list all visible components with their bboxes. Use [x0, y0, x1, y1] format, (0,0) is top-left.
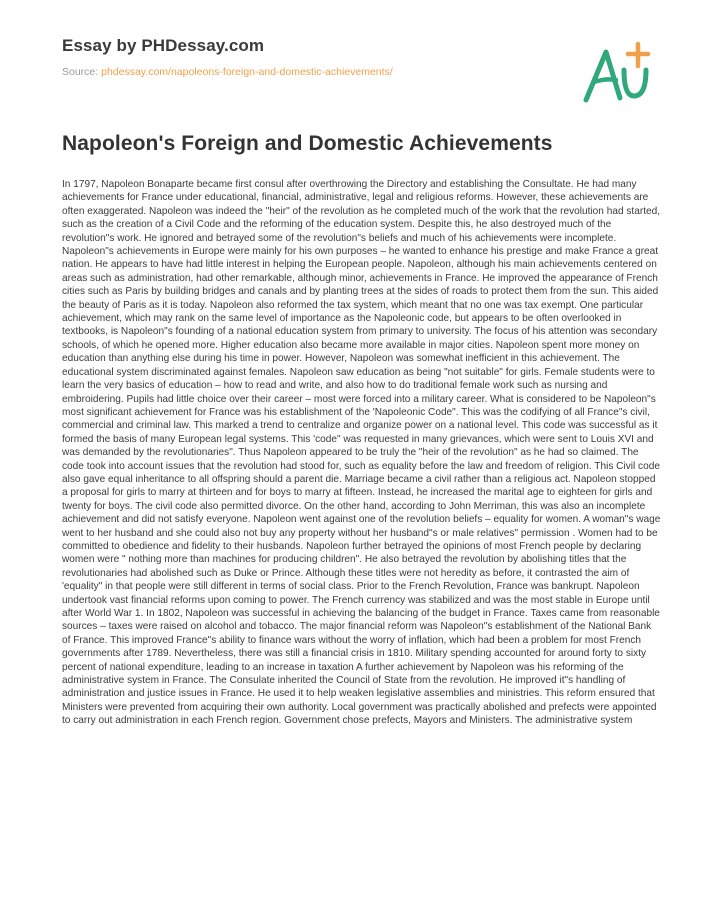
essay-body: In 1797, Napoleon Bonaparte became first consul after overthrowing the Directory and establishing the Consultate. He had many achievements for France under educational, financial, administrative, legal and religious reforms. However, these achievements are often exaggerated. Napoleon was indeed the "heir" of the revolution as he completed much of the work that the revolution had started, such as the creation of a Civil Code and the reforming of the education system. Despite this, he also destroyed much of the revolution"s work. He ignored and betrayed some of the revolution"s beliefs and much of his achievements were incomplete. Napoleon"s achievements in Europe were mainly for his own purposes – he wanted to enhance his prestige and make France a great nation. He appears to have had little interest in helping the European people. Napoleon, although his main achievements centered on areas such as administration, had other remarkable, although minor, achievements in France. He improved the appearance of French cities such as Paris by building bridges and canals and by planting trees at the sides of roads to protect them from the sun. This aided the beauty of Paris as it is today. Napoleon also reformed the tax system, which meant that no one was tax exempt. One particular achievement, which may rank on the same level of importance as the Napoleonic code, but appears to be often overlooked in textbooks, is Napoleon"s founding of a national education system from primary to university. The focus of his attention was secondary schools, of which he opened more. Higher education also became more available in major cities. Napoleon spent more money on education than anything else during his time in power. However, Napoleon was somewhat inefficient in this achievement. The educational system discriminated against females. Napoleon saw education as being "not suitable" for girls. Female students were to learn the very basics of education – how to read and write, and also how to do traditional female work such as nursing and embroidering. Pupils had little choice over their career – most were forced into a military career. What is considered to be Napoleon"s most significant achievement for France was his establishment of the 'Napoleonic Code". This was the codifying of all France"s civil, commercial and criminal law. This marked a trend to centralize and organize power on a national level. This code was successful as it formed the basis of many European legal systems. This 'code" was requested in many grievances, which were sent to Louis XVI and was demanded by the revolutionaries". Thus Napoleon appeared to be truly the "heir of the revolution" as he had so claimed. The code took into account issues that the revolution had stood for, such as equality before the law and freedom of religion. This Civil code also gave equal inheritance to all offspring should a parent die. Marriage became a civil rather than a religious act. Napoleon stopped a proposal for girls to marry at thirteen and for boys to marry at fifteen. Instead, he increased the marital age to eighteen for girls and twenty for boys. The civil code also permitted divorce. On the other hand, according to John Merriman, this was also an incomplete achievement and did not satisfy everyone. Napoleon went against one of the revolution beliefs – equality for women. A woman"s wage went to her husband and she could also not buy any property without her husband"s or male relatives" permission . Women had to be committed to obedience and fidelity to their husbands. Napoleon further betrayed the opinions of most French people by declaring women were " nothing more than machines for producing children". He also betrayed the revolution by abolishing titles that the revolutionaries had abolished such as Duke or Prince. Although these titles were not heredity as before, it contrasted the aim of 'equality" in that people were still different in terms of social class. Prior to the French Revolution, France was bankrupt. Napoleon undertook vast financial reforms upon coming to power. The French currency was stabilized and was the most stable in Europe until after World War 1. In 1802, Napoleon was successful in achieving the balancing of the budget in France. Taxes came from reasonable sources – taxes were raised on alcohol and tobacco. The major financial reform was Napoleon"s establishment of the National Bank of France. This improved France"s ability to finance wars without the worry of inflation, which had been a problem for most French governments after 1789. Nevertheless, there was still a financial crisis in 1810. Military spending accounted for around forty to sixty percent of national expenditure, leading to an increase in taxation A further achievement by Napoleon was his reforming of the administrative system in France. The Consulate inherited the Council of State from the revolution. He improved it"s handling of administration and justice issues in France. He used it to help weaken legislative assemblies and ministries. This reform ensured that Ministers were prevented from acquiring their own authority. Local government was practically abolished and prefects were appointed to carry out administration in each French region. Government chose prefects, Mayors and Ministers. The administrative system	[62, 179, 661, 727]
bottom-fade	[0, 878, 720, 911]
document-title: Napoleon's Foreign and Domestic Achievements	[62, 132, 553, 155]
a-plus-logo-icon	[576, 40, 656, 110]
site-title: Essay by PHDessay.com	[62, 36, 265, 55]
source-line	[62, 66, 662, 78]
source-label: Source:	[62, 66, 102, 78]
source-link[interactable]: phdessay.com/napoleons-foreign-and-domestic-achievements/	[101, 66, 393, 78]
page-header	[62, 36, 662, 78]
